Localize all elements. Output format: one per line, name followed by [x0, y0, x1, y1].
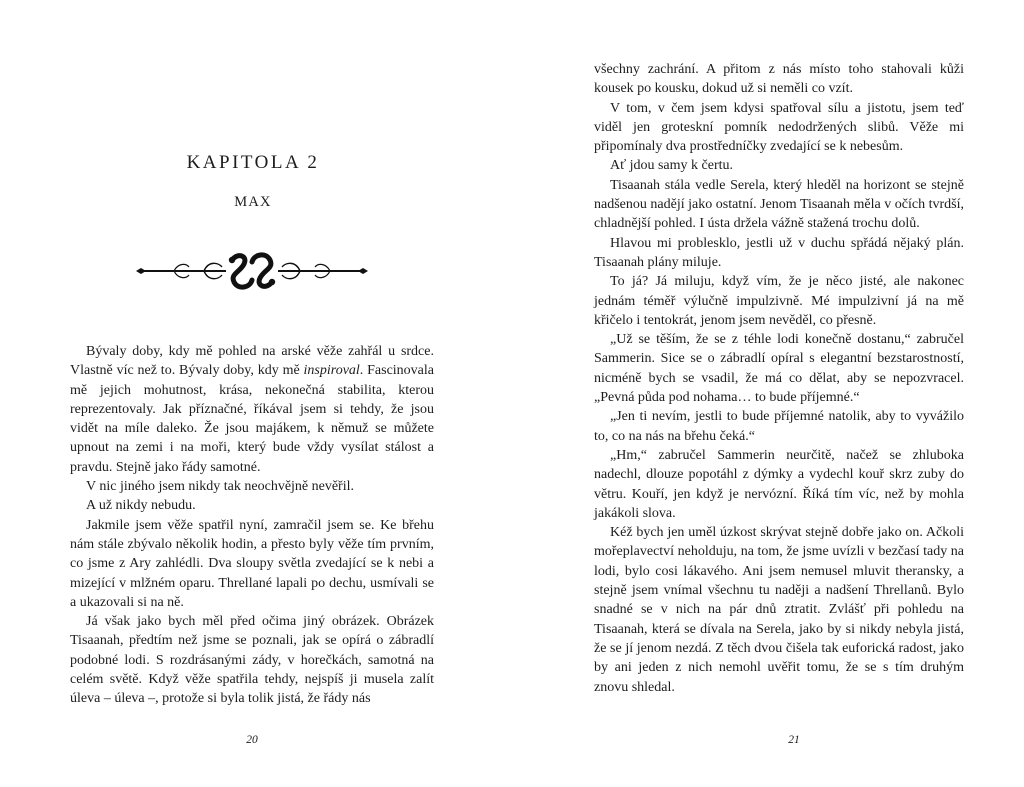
paragraph: Jakmile jsem věže spatřil nyní, zamračil jsem se. Ke břehu nám stále zbývalo několik hodin, a přesto byly věže tím prvním, co jsme z Ary zahlédli. Dva sloupy světla zvedající se k nebi a mizející v mlžném oparu. Threllané lapali po dechu, usmívali se a ukazovali si na ně.	[70, 517, 434, 610]
left-body-text	[70, 342, 434, 709]
chapter-subtitle: MAX	[234, 194, 272, 210]
paragraph: „Hm,“ zabručel Sammerin neurčitě, načež se zhluboka nadechl, dlouze popotáhl z dýmky a vydechl kouř skrz zuby do větru. Kouří, jen když je nervózní. Říká tím víc, než by mohla jakákoli slova.	[594, 447, 964, 521]
emphasis-text: inspiroval	[303, 363, 360, 379]
paragraph: Kéž bych jen uměl úzkost skrývat stejně dobře jako on. Ačkoli mořeplavectví neholduju, na tom, že jsme uvízli v bezčasí tady na lodi, bylo cosi lákavého. Ani jsem nemusel mluvit theransky, a stejně jsem vnímal všechnu tu naději a nadšení Threllanů. Bylo snadné se v nich na pár dnů ztratit. Zvlášť při pohledu na Tisaanah, která se dívala na Serela, jako by si nikdy nebyla jistá, že se jí jenom nezdá. Z těch dvou čišela tak euforická radost, jako by ani jeden z nich nemohl uvěřit tomu, že se s tím druhým znovu shledal.	[594, 525, 964, 695]
paragraph: „Už se těším, že se z téhle lodi konečně dostanu,“ zabručel Sammerin. Sice se o zábradlí opíral s elegantní bezstarostností, nicméně bych se vsadil, že má co dělat, aby se nepozvracel. „Pevná půda pod nohama… to bude příjemné.“	[594, 332, 964, 406]
paragraph: „Jen ti nevím, jestli to bude příjemné natolik, aby to vyvážilo to, co na nás na břehu čeká.“	[594, 409, 964, 444]
right-body-text	[594, 60, 964, 697]
paragraph: V tom, v čem jsem kdysi spatřoval sílu a jistotu, jsem teď viděl jen groteskní pomník nedodržených slibů. Věže mi připomínaly dva prostředníčky zvedající se k nebesům.	[594, 100, 964, 155]
paragraph: Hlavou mi problesklo, jestli už v duchu spřádá nějaký plán. Tisaanah plány miluje.	[594, 235, 964, 270]
paragraph	[70, 342, 434, 477]
paragraph: Já však jako bych měl před očima jiný obrázek. Obrázek Tisaanah, předtím než jsme se poznali, jak se opírá o zábradlí podobné lodi. S rozdrásanými zády, v horečkách, samotná na celém světě. Když věže spatřila tehdy, nejspíš ji musela zalít úleva – úleva –, protože si byla tolik jistá, že řády nás	[70, 614, 434, 707]
paragraph-text: Bývaly doby, kdy mě pohled na arské věže zahřál u srdce. Vlastně víc než to. Bývaly doby, kdy mě	[70, 344, 434, 379]
snake-flourish-divider-icon	[134, 248, 370, 294]
paragraph: V nic jiného jsem nikdy tak neochvějně nevěřil.	[86, 479, 355, 495]
chapter-title: KAPITOLA 2	[186, 152, 320, 173]
paragraph: všechny zachrání. A přitom z nás místo toho stahovali kůži kousek po kousku, dokud už si neměli co vzít.	[594, 62, 964, 97]
paragraph: To já? Já miluju, když vím, že je něco jisté, ale nakonec jednám téměř výlučně impulzivně. Mé impulzivní já na mě křičelo i tentokrát, jenom jsem nevěděl, co přesně.	[594, 274, 964, 328]
page-number: 20	[246, 734, 258, 746]
paragraph: A už nikdy nebudu.	[86, 498, 196, 514]
paragraph: Ať jdou samy k čertu.	[610, 158, 734, 174]
page-number: 21	[788, 734, 800, 746]
paragraph: Tisaanah stála vedle Serela, který hleděl na horizont se stejně nadšenou nadějí jako ostatní. Jenom Tisaanah měla v očích tvrdší, chladnější pohled. I ústa držela vážně stažená trochu dolů.	[594, 177, 964, 232]
paragraph-text: . Fascinovala mě jejich mohutnost, krása, nekonečná stabilita, kterou reprezentovaly. Jak příznačné, říkával jsem si tehdy, že jsou vidět na míle daleko. Že jsou majákem, k němuž se můžete upnout na zemi i na moři, který bude vždy vysílat stálost a pravdu. Stejně jako řády samotné.	[70, 363, 435, 475]
right-page	[512, 0, 1024, 787]
